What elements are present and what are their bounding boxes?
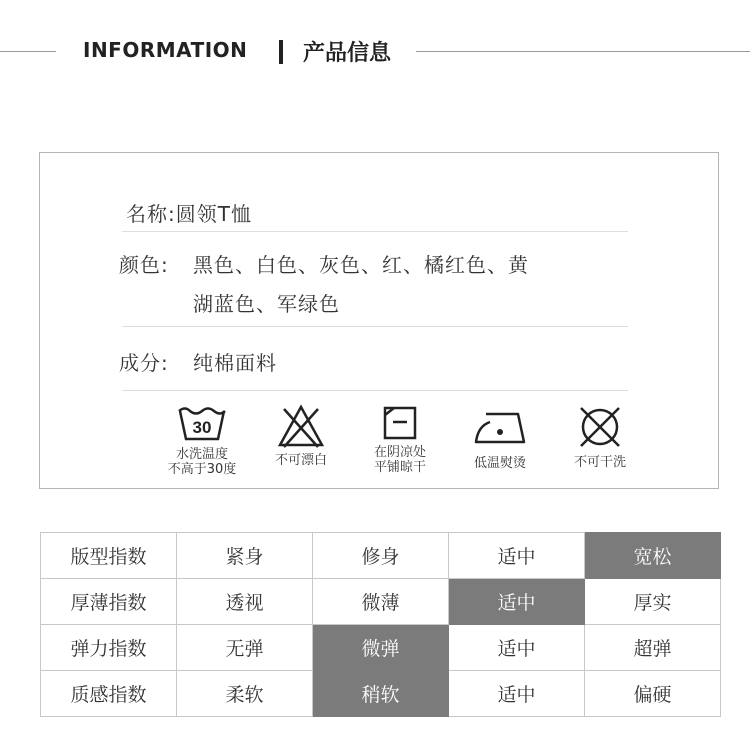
index-option-selected: 微弹 xyxy=(313,625,449,671)
index-option: 超弹 xyxy=(585,625,721,671)
index-option: 柔软 xyxy=(177,671,313,717)
index-label: 质感指数 xyxy=(41,671,177,717)
care-label xyxy=(147,447,257,477)
index-option-selected: 适中 xyxy=(449,579,585,625)
index-option: 适中 xyxy=(449,533,585,579)
separator-1 xyxy=(122,231,628,232)
care-label-line: 不可漂白 xyxy=(274,453,327,468)
care-no-bleach xyxy=(246,403,356,468)
care-label-line: 不高于30度 xyxy=(167,462,237,477)
material-label: 成分: xyxy=(119,351,169,375)
index-option: 紧身 xyxy=(177,533,313,579)
no-bleach-icon xyxy=(276,403,326,449)
wash-30-icon xyxy=(175,403,229,443)
care-low-iron xyxy=(445,408,555,471)
material-value: 纯棉面料 xyxy=(193,351,277,375)
index-option: 厚实 xyxy=(585,579,721,625)
index-option: 适中 xyxy=(449,625,585,671)
care-dry-in-shade xyxy=(345,405,455,475)
care-label xyxy=(445,456,555,471)
index-option: 适中 xyxy=(449,671,585,717)
index-option: 无弹 xyxy=(177,625,313,671)
header-line-right xyxy=(416,51,750,52)
color-value-line2: 湖蓝色、军绿色 xyxy=(193,292,340,316)
care-label-line: 低温熨烫 xyxy=(473,456,526,471)
name-label: 名称: xyxy=(126,202,176,226)
index-option: 修身 xyxy=(313,533,449,579)
index-option: 微薄 xyxy=(313,579,449,625)
table-row xyxy=(41,671,721,717)
care-label-line: 在阴凉处 xyxy=(373,445,426,460)
care-label xyxy=(246,453,356,468)
header-line-left xyxy=(0,51,56,52)
index-label: 弹力指数 xyxy=(41,625,177,671)
index-option: 偏硬 xyxy=(585,671,721,717)
low-iron-icon xyxy=(472,408,528,446)
color-label: 颜色: xyxy=(119,253,169,277)
index-option-selected: 宽松 xyxy=(585,533,721,579)
care-wash-30 xyxy=(147,403,257,477)
no-dry-clean-icon xyxy=(575,403,625,451)
material-row xyxy=(119,347,277,376)
index-option: 透视 xyxy=(177,579,313,625)
index-label: 厚薄指数 xyxy=(41,579,177,625)
table-row xyxy=(41,579,721,625)
index-table xyxy=(40,532,721,717)
care-no-dry-clean xyxy=(545,403,655,470)
table-row xyxy=(41,533,721,579)
index-label: 版型指数 xyxy=(41,533,177,579)
header-title-cn: 产品信息 xyxy=(303,41,392,66)
header-title-en: INFORMATION xyxy=(83,38,248,62)
name-row xyxy=(126,198,252,227)
care-label xyxy=(545,455,655,470)
care-label-line: 水洗温度 xyxy=(175,447,228,462)
index-option-selected: 稍软 xyxy=(313,671,449,717)
table-row xyxy=(41,625,721,671)
header-divider-bar xyxy=(279,40,283,64)
separator-3 xyxy=(122,390,628,391)
care-label-line: 平铺晾干 xyxy=(373,460,426,475)
wash-temp-badge: 30 xyxy=(192,418,212,437)
dry-in-shade-icon xyxy=(380,405,420,441)
name-value: 圆领T恤 xyxy=(175,202,252,226)
care-label-line: 不可干洗 xyxy=(573,455,626,470)
care-label xyxy=(345,445,455,475)
color-row xyxy=(119,249,529,278)
color-value-line1: 黑色、白色、灰色、红、橘红色、黄 xyxy=(193,253,529,277)
separator-2 xyxy=(122,326,628,327)
